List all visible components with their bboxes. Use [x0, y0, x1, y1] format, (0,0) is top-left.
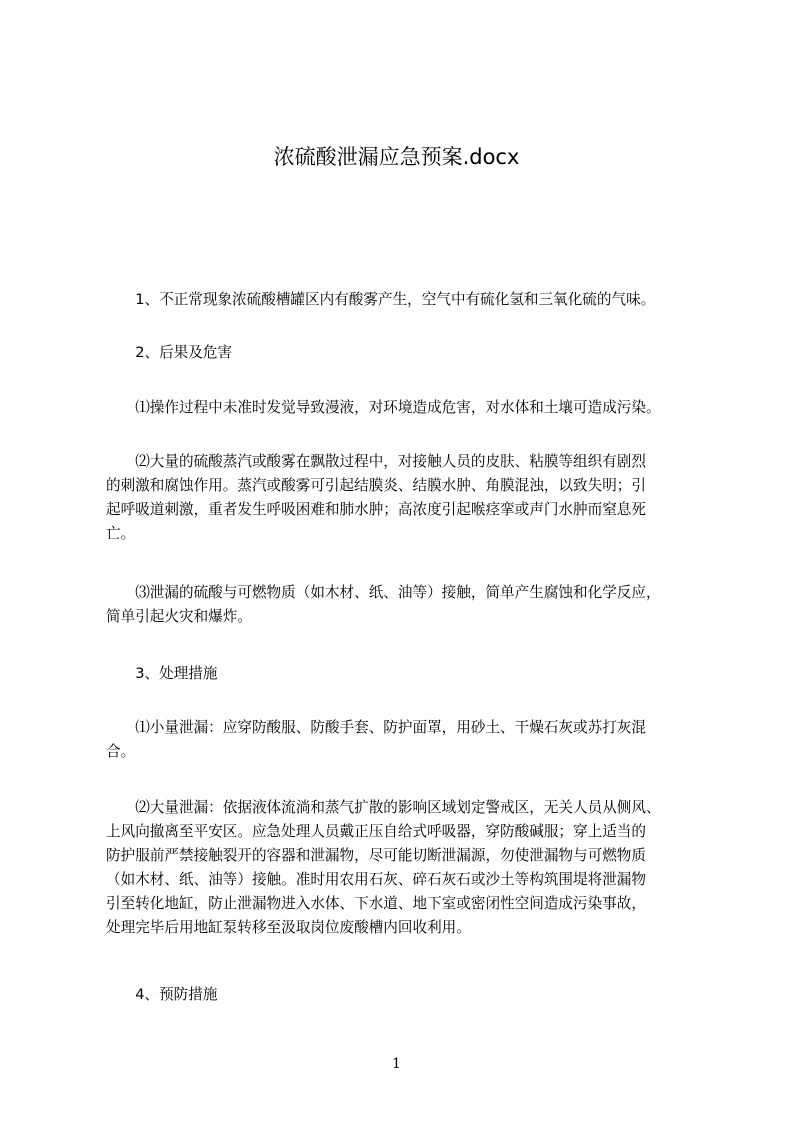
paragraph-line: 简单引起火灾和爆炸。 — [106, 608, 252, 625]
paragraph-line: 防护服前严禁接触裂开的容器和泄漏物，尽可能切断泄漏源，勿使泄漏物与可燃物质 — [106, 847, 646, 864]
paragraph-6-heading — [106, 662, 726, 686]
paragraph-line: （如木材、纸、油等）接触。准时用农用石灰、碎石灰石或沙土等构筑围堤将泄漏物 — [106, 871, 646, 888]
paragraph-line: ⑴小量泄漏：应穿防酸服、防酸手套、防护面罩，用砂土、干燥石灰或苏打灰混 — [106, 719, 646, 736]
paragraph-2-heading — [106, 341, 726, 365]
document-title: 浓硫酸泄漏应急预案.docx — [273, 145, 520, 169]
paragraph-9-heading — [106, 983, 726, 1007]
paragraph-line: ⑶泄漏的硫酸与可燃物质（如木材、纸、油等）接触，简单产生腐蚀和化学反应， — [106, 584, 661, 601]
paragraph-line: ⑵大量的硫酸蒸汽或酸雾在飘散过程中，对接触人员的皮肤、粘膜等组织有剧烈 — [106, 453, 646, 470]
paragraph-line: 2、后果及危害 — [106, 344, 233, 361]
paragraph-3 — [106, 396, 726, 420]
paragraph-line: 起呼吸道刺激，重者发生呼吸困难和肺水肿；高浓度引起喉痉挛或声门水肿而窒息死 — [106, 501, 646, 518]
paragraph-5 — [106, 581, 726, 629]
paragraph-line: 3、处理措施 — [106, 665, 218, 682]
paragraph-4 — [106, 450, 726, 546]
paragraph-1 — [106, 288, 726, 312]
paragraph-8 — [106, 796, 726, 940]
paragraph-line: 1、不正常现象浓硫酸槽罐区内有酸雾产生，空气中有硫化氢和三氧化硫的气味。 — [106, 291, 656, 308]
paragraph-line: 处理完毕后用地缸泵转移至汲取岗位废酸槽内回收利用。 — [106, 919, 471, 936]
paragraph-7 — [106, 716, 726, 764]
paragraph-line: 4、预防措施 — [106, 986, 218, 1003]
paragraph-line: 引至转化地缸，防止泄漏物进入水体、下水道、地下室或密闭性空间造成污染事故， — [106, 895, 646, 912]
paragraph-line: 合。 — [106, 743, 136, 760]
paragraph-line: ⑵大量泄漏：依据液体流淌和蒸气扩散的影响区域划定警戒区，无关人员从侧风、 — [106, 799, 661, 816]
paragraph-line: 上风向撤离至平安区。应急处理人员戴正压自给式呼吸器，穿防酸碱服；穿上适当的 — [106, 823, 646, 840]
paragraph-line: ⑴操作过程中未准时发觉导致漫液，对环境造成危害，对水体和土壤可造成污染。 — [106, 399, 661, 416]
paragraph-line: 的刺激和腐蚀作用。蒸汽或酸雾可引起结膜炎、结膜水肿、角膜混浊，以致失明；引 — [106, 477, 646, 494]
paragraph-line: 亡。 — [106, 525, 136, 542]
page-number: 1 — [392, 1056, 401, 1072]
